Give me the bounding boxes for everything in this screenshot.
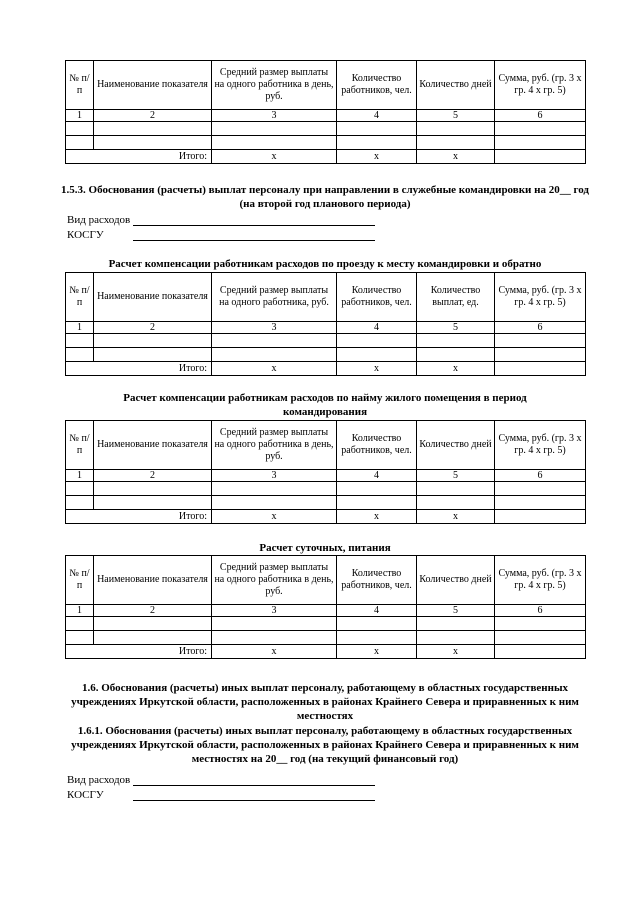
header-cell: Сумма, руб. (гр. 3 х гр. 4 х гр. 5) xyxy=(495,273,586,322)
total-label: Итого: xyxy=(66,362,212,376)
table-header-row xyxy=(66,273,586,322)
column-number: 2 xyxy=(94,605,212,617)
column-number-row xyxy=(66,605,586,617)
column-number: 5 xyxy=(417,605,495,617)
x-mark: х xyxy=(417,362,495,376)
total-label: Итого: xyxy=(66,150,212,164)
header-cell: Количество дней xyxy=(417,61,495,110)
header-cell: Средний размер выплаты на одного работника в день, руб. xyxy=(212,556,337,605)
column-number: 1 xyxy=(66,322,94,334)
table-header-row xyxy=(66,61,586,110)
x-mark: х xyxy=(212,510,337,524)
total-row xyxy=(66,362,586,376)
x-mark: х xyxy=(212,362,337,376)
total-sum xyxy=(495,645,586,659)
column-number: 5 xyxy=(417,110,495,122)
column-number: 3 xyxy=(212,110,337,122)
column-number: 1 xyxy=(66,110,94,122)
column-number: 3 xyxy=(212,322,337,334)
header-cell: Количество работников, чел. xyxy=(337,273,417,322)
header-cell: Средний размер выплаты на одного работника в день, руб. xyxy=(212,421,337,470)
x-mark: х xyxy=(417,150,495,164)
x-mark: х xyxy=(417,645,495,659)
column-number: 3 xyxy=(212,605,337,617)
table-title-daily: Расчет суточных, питания xyxy=(259,542,391,554)
column-number: 2 xyxy=(94,322,212,334)
column-number: 5 xyxy=(417,322,495,334)
column-number: 1 xyxy=(66,605,94,617)
header-cell: Сумма, руб. (гр. 3 х гр. 4 х гр. 5) xyxy=(495,556,586,605)
table-row xyxy=(66,496,586,510)
table-row xyxy=(66,136,586,150)
column-number: 4 xyxy=(337,110,417,122)
header-cell: № п/п xyxy=(66,273,94,322)
table-row xyxy=(66,122,586,136)
total-row xyxy=(66,150,586,164)
total-sum xyxy=(495,150,586,164)
header-cell: Количество дней xyxy=(417,421,495,470)
section-heading-16: 1.6. Обоснования (расчеты) иных выплат персоналу, работающему в областных государственных учреждениях Иркутской области, расположенных в районах Крайнего Севера и приравненных к ним местностях xyxy=(71,682,579,722)
header-cell: Наименование показателя xyxy=(94,421,212,470)
column-number: 6 xyxy=(495,322,586,334)
header-cell: Наименование показателя xyxy=(94,61,212,110)
kosgu-line-2 xyxy=(133,800,375,801)
header-cell: Сумма, руб. (гр. 3 х гр. 4 х гр. 5) xyxy=(495,421,586,470)
x-mark: х xyxy=(417,510,495,524)
vid-rashodov-line xyxy=(133,225,375,226)
table-row xyxy=(66,617,586,631)
section-heading-153: 1.5.3. Обоснования (расчеты) выплат персоналу при направлении в служебные командировки на 20__ год (на второй год планового периода) xyxy=(61,184,589,210)
column-number: 4 xyxy=(337,605,417,617)
column-number-row xyxy=(66,322,586,334)
x-mark: х xyxy=(337,362,417,376)
column-number: 2 xyxy=(94,110,212,122)
vid-rashodov-label: Вид расходов xyxy=(67,214,131,226)
kosgu-label: КОСГУ xyxy=(67,229,104,241)
vid-rashodov-label-2: Вид расходов xyxy=(67,774,131,786)
header-cell: Сумма, руб. (гр. 3 х гр. 4 х гр. 5) xyxy=(495,61,586,110)
column-number: 4 xyxy=(337,470,417,482)
x-mark: х xyxy=(337,510,417,524)
column-number: 5 xyxy=(417,470,495,482)
kosgu-line xyxy=(133,240,375,241)
header-cell: Количество работников, чел. xyxy=(337,61,417,110)
kosgu-label-2: КОСГУ xyxy=(67,789,104,801)
table-header-row xyxy=(66,421,586,470)
x-mark: х xyxy=(212,150,337,164)
column-number: 3 xyxy=(212,470,337,482)
header-cell: Средний размер выплаты на одного работника в день, руб. xyxy=(212,61,337,110)
header-cell: № п/п xyxy=(66,421,94,470)
x-mark: х xyxy=(337,645,417,659)
header-cell: Средний размер выплаты на одного работника, руб. xyxy=(212,273,337,322)
column-number: 6 xyxy=(495,110,586,122)
header-cell: № п/п xyxy=(66,61,94,110)
header-cell: Наименование показателя xyxy=(94,556,212,605)
table-header-row xyxy=(66,556,586,605)
header-cell: Количество работников, чел. xyxy=(337,556,417,605)
column-number: 2 xyxy=(94,470,212,482)
column-number: 6 xyxy=(495,605,586,617)
column-number-row xyxy=(66,110,586,122)
table-title-travel: Расчет компенсации работникам расходов по проезду к месту командировки и обратно xyxy=(108,258,542,270)
table-row xyxy=(66,334,586,348)
total-sum xyxy=(495,362,586,376)
column-number-row xyxy=(66,470,586,482)
total-label: Итого: xyxy=(66,510,212,524)
x-mark: х xyxy=(337,150,417,164)
table-row xyxy=(66,482,586,496)
header-cell: Количество выплат, ед. xyxy=(417,273,495,322)
vid-rashodov-line-2 xyxy=(133,785,375,786)
total-row xyxy=(66,645,586,659)
header-cell: Наименование показателя xyxy=(94,273,212,322)
column-number: 4 xyxy=(337,322,417,334)
table-row xyxy=(66,631,586,645)
x-mark: х xyxy=(212,645,337,659)
column-number: 1 xyxy=(66,470,94,482)
table-row xyxy=(66,348,586,362)
total-sum xyxy=(495,510,586,524)
header-cell: № п/п xyxy=(66,556,94,605)
header-cell: Количество дней xyxy=(417,556,495,605)
table-title-housing: Расчет компенсации работникам расходов по найму жилого помещения в период командирования xyxy=(123,392,527,418)
header-cell: Количество работников, чел. xyxy=(337,421,417,470)
column-number: 6 xyxy=(495,470,586,482)
section-heading-161: 1.6.1. Обоснования (расчеты) иных выплат персоналу, работающему в областных государственных учреждениях Иркутской области, расположенных в районах Крайнего Севера и приравненных к ним местностях на 20__ год (на текущий финансовый год) xyxy=(71,725,579,765)
total-label: Итого: xyxy=(66,645,212,659)
total-row xyxy=(66,510,586,524)
